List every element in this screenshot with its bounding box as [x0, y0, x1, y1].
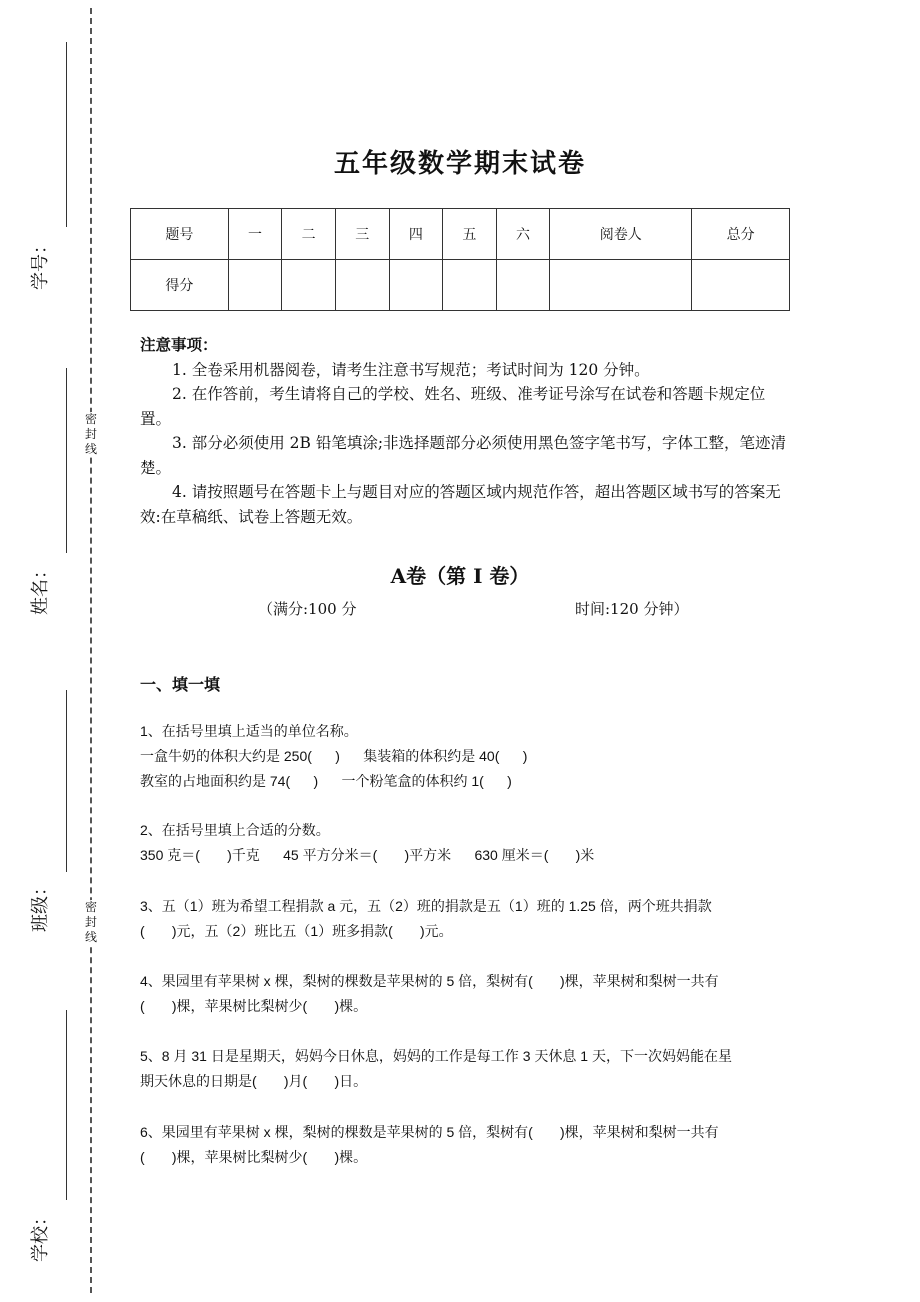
score-cell[interactable]: [389, 260, 443, 311]
seal-dashed-line: [90, 8, 92, 1293]
table-row: [131, 209, 790, 260]
exam-time: 时间:120 分钟）: [575, 600, 689, 618]
table-cell: 阅卷人: [550, 209, 692, 260]
notes: [140, 333, 790, 529]
notes-heading: 注意事项：: [140, 335, 218, 354]
score-cell[interactable]: [443, 260, 497, 311]
question-5: 5、8 月 31 日是星期天，妈妈今日休息，妈妈的工作是每工作 3 天休息 1 天，下一次妈妈能在星 期天休息的日期是( )月( )日。: [140, 1048, 732, 1089]
table-cell: 五: [443, 209, 497, 260]
score-cell[interactable]: [282, 260, 336, 311]
note-item: 3. 部分必须使用 2B 铅笔填涂;非选择题部分必须使用黑色签字笔书写，字体工整，笔迹清楚。: [140, 434, 787, 477]
student-id-label: 学号：: [30, 236, 51, 290]
note-item: 2. 在作答前，考生请将自己的学校、姓名、班级、准考证号涂写在试卷和答题卡规定位置。: [140, 385, 766, 428]
table-cell: 得分: [131, 260, 229, 311]
school-line: [66, 1010, 67, 1200]
score-cell[interactable]: [228, 260, 282, 311]
score-cell[interactable]: [550, 260, 692, 311]
score-cell[interactable]: [335, 260, 389, 311]
name-line: [66, 368, 67, 553]
volume-heading: A卷（第 I 卷）: [390, 564, 530, 588]
table-cell: 题号: [131, 209, 229, 260]
table-cell: 三: [335, 209, 389, 260]
note-item: 4. 请按照题号在答题卡上与题目对应的答题区域内规范作答，超出答题区域书写的答案无效:在草稿纸、试卷上答题无效。: [140, 483, 781, 526]
table-row: [131, 260, 790, 311]
question-4: 4、果园里有苹果树 x 棵，梨树的棵数是苹果树的 5 倍，梨树有( )棵，苹果树和梨树一共有 ( )棵，苹果树比梨树少( )棵。: [140, 973, 719, 1014]
full-score: （满分:100 分: [258, 600, 357, 618]
question-1: 1、在括号里填上适当的单位名称。 一盒牛奶的体积大约是 250( ) 集装箱的体积约是 40( ) 教室的占地面积约是 74( ) 一个粉笔盒的体积约 1( ): [140, 723, 528, 789]
table-cell: 二: [282, 209, 336, 260]
score-cell[interactable]: [496, 260, 550, 311]
question-3: 3、五（1）班为希望工程捐款 a 元，五（2）班的捐款是五（1）班的 1.25 倍，两个班共捐款 ( )元，五（2）班比五（1）班多捐款( )元。: [140, 898, 712, 939]
question-2: 2、在括号里填上合适的分数。 350 克＝( )千克 45 平方分米＝( )平方米 630 厘米＝( )米: [140, 822, 595, 863]
note-item: 1. 全卷采用机器阅卷，请考生注意书写规范；考试时间为 120 分钟。: [172, 360, 650, 379]
student-id-line: [66, 42, 67, 227]
score-cell[interactable]: [692, 260, 790, 311]
class-label: 班级：: [30, 878, 51, 932]
seal-label: 密封线: [82, 412, 100, 457]
table-cell: 一: [228, 209, 282, 260]
school-label: 学校：: [30, 1208, 51, 1262]
seal-label: 密封线: [82, 900, 100, 945]
name-label: 姓名：: [30, 561, 51, 615]
table-cell: 四: [389, 209, 443, 260]
score-table: [130, 208, 790, 311]
table-cell: 六: [496, 209, 550, 260]
class-line: [66, 690, 67, 872]
page-title: 五年级数学期末试卷: [333, 149, 586, 179]
question-6: 6、果园里有苹果树 x 棵，梨树的棵数是苹果树的 5 倍，梨树有( )棵，苹果树和梨树一共有 ( )棵，苹果树比梨树少( )棵。: [140, 1124, 719, 1165]
section-heading: 一、填一填: [140, 675, 221, 694]
table-cell: 总分: [692, 209, 790, 260]
